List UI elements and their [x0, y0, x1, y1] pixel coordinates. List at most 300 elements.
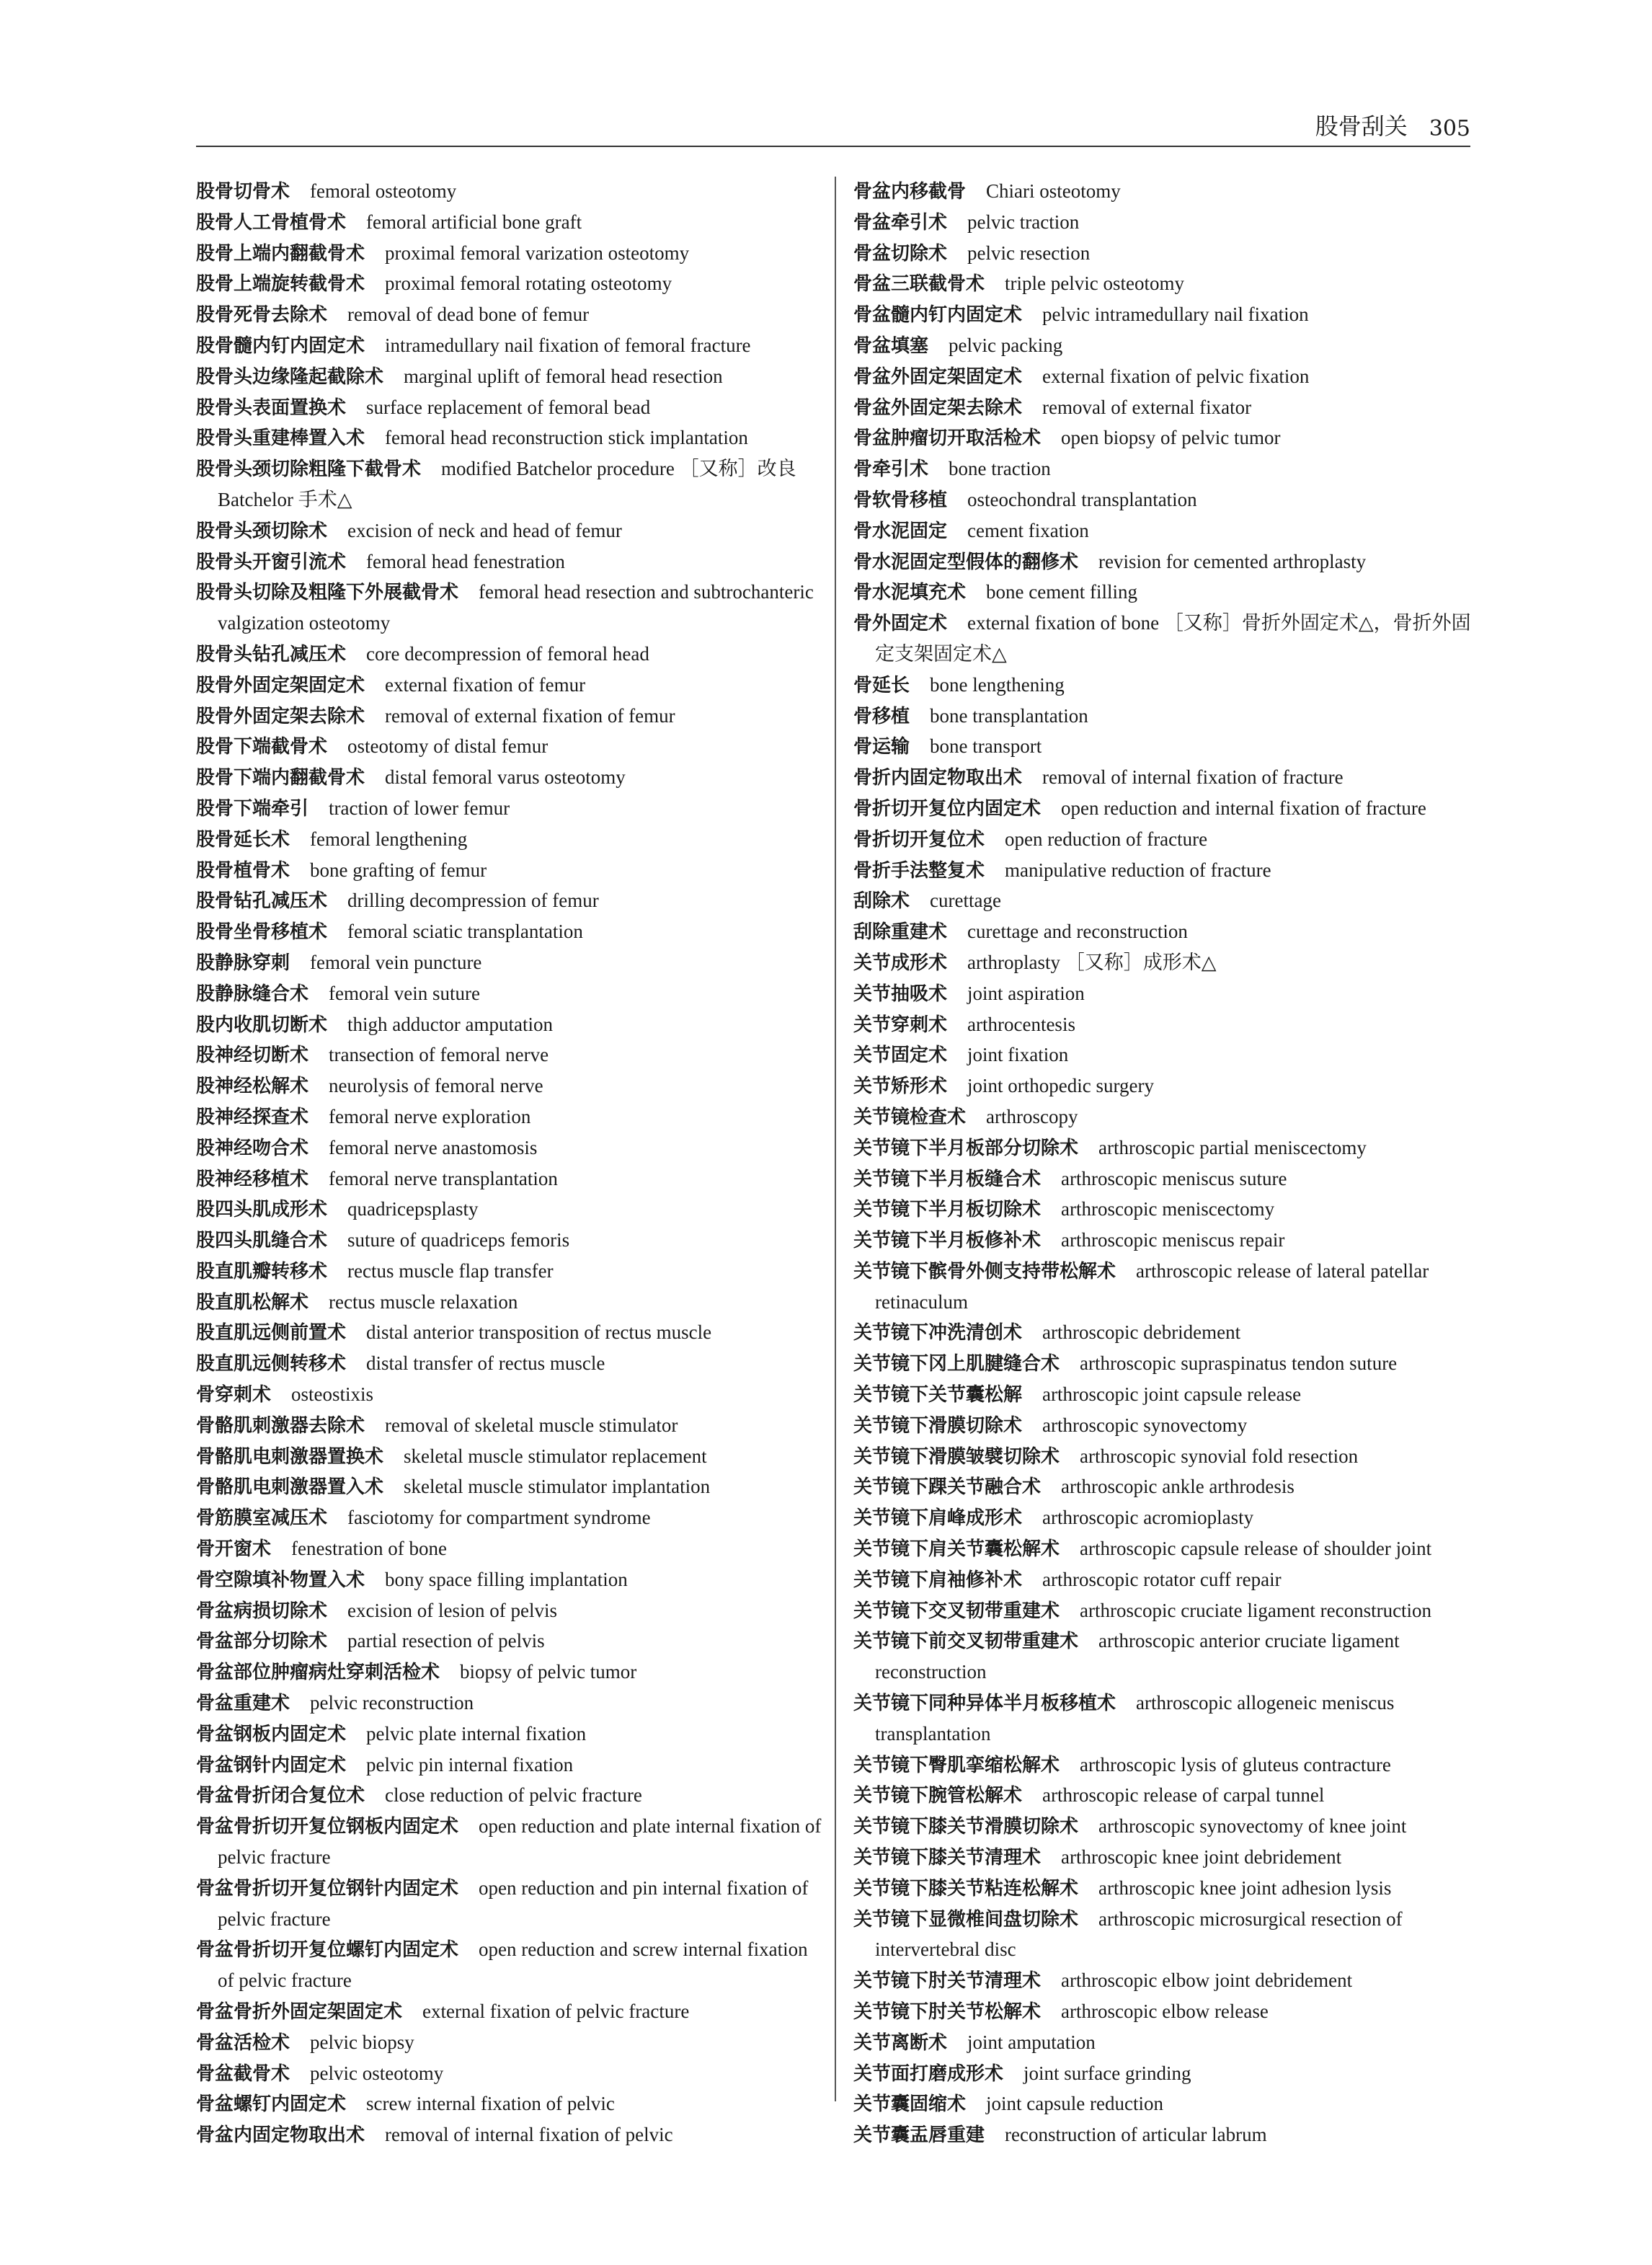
term-english: core decompression of femoral head — [366, 642, 649, 665]
term-english: external fixation of pelvic fixation — [1042, 365, 1310, 387]
term-chinese: 关节镜下半月板缝合术 — [853, 1168, 1042, 1190]
term-chinese: 股骨头颈切除粗隆下截骨术 — [196, 458, 422, 481]
term-english: bone traction — [949, 458, 1051, 480]
term-entry — [196, 1225, 823, 1256]
term-entry — [853, 1503, 1480, 1534]
term-english: marginal uplift of femoral head resection — [404, 365, 723, 387]
term-english: femoral nerve anastomosis — [329, 1136, 538, 1158]
term-entry — [853, 1565, 1480, 1596]
term-english: arthroscopic release of carpal tunnel — [1042, 1784, 1325, 1807]
running-header — [196, 101, 1470, 147]
term-chinese: 关节离断术 — [853, 2031, 948, 2054]
term-chinese: 股神经切断术 — [196, 1045, 309, 1067]
term-chinese: 关节镜下关节囊松解 — [853, 1384, 1023, 1406]
term-chinese: 骨骼肌电刺激器置入术 — [196, 1476, 384, 1499]
term-entry — [853, 1010, 1480, 1041]
term-chinese: 股骨头切除及粗隆下外展截骨术 — [196, 582, 459, 604]
term-entry — [196, 208, 823, 239]
term-english: pelvic traction — [967, 210, 1080, 233]
term-chinese: 骨运输 — [853, 736, 910, 758]
term-entry — [196, 1194, 823, 1225]
term-english: external fixation of femur — [385, 673, 586, 696]
term-english: pelvic osteotomy — [310, 2062, 444, 2084]
term-entry — [196, 701, 823, 732]
term-english: close reduction of pelvic fracture — [385, 1784, 642, 1807]
term-chinese: 关节镜下显微椎间盘切除术 — [853, 1908, 1079, 1931]
term-chinese: 关节矫形术 — [853, 1076, 948, 1098]
term-entry — [853, 269, 1480, 300]
term-entry — [196, 1442, 823, 1473]
term-entry — [196, 362, 823, 393]
term-english: intramedullary nail fixation of femoral fracture — [385, 334, 751, 356]
term-english: femoral vein suture — [329, 982, 480, 1004]
term-english: pelvic plate internal fixation — [366, 1722, 587, 1745]
term-entry — [853, 1843, 1480, 1874]
term-english: femoral artificial bone graft — [366, 210, 582, 233]
term-entry — [196, 1626, 823, 1657]
term-chinese: 股骨头钻孔减压术 — [196, 643, 347, 665]
term-english: quadricepsplasty — [347, 1198, 479, 1220]
term-chinese: 股骨头开窗引流术 — [196, 551, 347, 573]
term-chinese: 股四头肌成形术 — [196, 1199, 328, 1221]
term-chinese: 股骨头颈切除术 — [196, 520, 328, 542]
term-entry — [853, 1874, 1480, 1905]
term-chinese: 骨空隙填补物置入术 — [196, 1569, 365, 1591]
term-entry — [196, 1287, 823, 1318]
term-entry — [853, 208, 1480, 239]
term-chinese: 骨盆外固定架去除术 — [853, 396, 1023, 419]
term-chinese: 关节镜下冈上肌腱缝合术 — [853, 1353, 1060, 1375]
term-chinese: 股神经松解术 — [196, 1076, 309, 1098]
term-chinese: 骨盆内固定物取出术 — [196, 2124, 365, 2147]
term-entry — [196, 886, 823, 917]
term-english: arthroscopic ankle arthrodesis — [1061, 1476, 1294, 1498]
term-english: proximal femoral rotating osteotomy — [385, 272, 672, 295]
term-entry — [196, 1935, 823, 1997]
term-english: biopsy of pelvic tumor — [460, 1661, 637, 1683]
term-chinese: 骨盆骨折切开复位钢板内固定术 — [196, 1816, 459, 1838]
term-chinese: 骨折切开复位内固定术 — [853, 797, 1042, 820]
term-english: suture of quadriceps femoris — [347, 1229, 570, 1251]
term-entry — [853, 825, 1480, 856]
term-english: arthroplasty ［又称］成形术△ — [967, 951, 1217, 973]
term-english: femoral osteotomy — [310, 180, 457, 202]
term-entry — [196, 1349, 823, 1380]
term-chinese: 股骨延长术 — [196, 828, 290, 851]
term-entry — [853, 670, 1480, 701]
term-entry — [853, 1411, 1480, 1442]
term-english: open biopsy of pelvic tumor — [1061, 427, 1281, 449]
term-entry — [196, 732, 823, 763]
term-english: arthroscopic meniscus suture — [1061, 1167, 1287, 1189]
term-chinese: 关节镜下膝关节粘连松解术 — [853, 1877, 1079, 1900]
term-chinese: 骨水泥填充术 — [853, 582, 967, 604]
term-english: excision of neck and head of femur — [347, 519, 622, 541]
term-entry — [853, 1225, 1480, 1256]
term-chinese: 股直肌瓣转移术 — [196, 1260, 328, 1282]
term-chinese: 刮除术 — [853, 890, 910, 913]
term-entry — [853, 516, 1480, 547]
term-entry — [196, 239, 823, 270]
term-entry — [196, 1164, 823, 1195]
term-english: distal anterior transposition of rectus muscle — [366, 1321, 712, 1344]
term-entry — [196, 1040, 823, 1071]
term-english: removal of internal fixation of fracture — [1042, 766, 1344, 789]
term-english: femoral nerve exploration — [329, 1105, 531, 1127]
term-english: femoral head resection and subtrochanteric valgization osteotomy — [218, 581, 814, 634]
term-entry — [853, 1194, 1480, 1225]
term-chinese: 骨盆截骨术 — [196, 2062, 290, 2085]
term-chinese: 关节镜下髌骨外侧支持带松解术 — [853, 1260, 1116, 1282]
term-chinese: 股骨头重建棒置入术 — [196, 427, 365, 450]
term-chinese: 关节镜下滑膜皱襞切除术 — [853, 1445, 1060, 1468]
term-entry — [196, 1472, 823, 1503]
term-chinese: 股静脉穿刺 — [196, 952, 290, 974]
term-entry — [853, 454, 1480, 485]
term-entry — [196, 393, 823, 424]
term-entry — [853, 485, 1480, 516]
term-entry — [853, 1442, 1480, 1473]
term-entry — [196, 1596, 823, 1627]
term-chinese: 股神经探查术 — [196, 1106, 309, 1128]
term-entry — [853, 1349, 1480, 1380]
term-chinese: 关节成形术 — [853, 952, 948, 974]
term-chinese: 关节镜下冲洗清创术 — [853, 1322, 1023, 1344]
term-entry — [853, 608, 1480, 670]
term-entry — [853, 177, 1480, 208]
term-english: pelvic packing — [949, 334, 1063, 356]
term-english: arthroscopic acromioplasty — [1042, 1507, 1254, 1529]
term-chinese: 关节囊固缩术 — [853, 2093, 967, 2116]
term-chinese: 骨盆内移截骨 — [853, 181, 967, 203]
term-entry — [196, 1657, 823, 1688]
term-chinese: 股内收肌切断术 — [196, 1014, 328, 1036]
term-english: surface replacement of femoral bead — [366, 396, 651, 418]
term-chinese: 关节镜下交叉韧带重建术 — [853, 1600, 1060, 1622]
term-entry — [196, 917, 823, 948]
term-english: joint fixation — [967, 1044, 1069, 1066]
term-entry — [196, 763, 823, 794]
term-english: arthroscopic meniscus repair — [1061, 1229, 1285, 1251]
term-english: joint surface grinding — [1023, 2062, 1191, 2084]
term-english: arthrocentesis — [967, 1013, 1075, 1035]
term-english: distal femoral varus osteotomy — [385, 766, 626, 789]
term-english: pelvic reconstruction — [310, 1692, 474, 1714]
term-entry — [853, 1380, 1480, 1411]
term-entry — [853, 1133, 1480, 1164]
term-entry — [196, 1534, 823, 1565]
term-entry — [196, 577, 823, 639]
term-entry — [196, 300, 823, 331]
term-entry — [196, 1380, 823, 1411]
term-entry — [196, 454, 823, 516]
term-chinese: 股骨髓内钉内固定术 — [196, 334, 365, 357]
term-chinese: 股骨上端内翻截骨术 — [196, 242, 365, 265]
term-english: skeletal muscle stimulator implantation — [404, 1476, 711, 1498]
term-english: arthroscopic elbow joint debridement — [1061, 1969, 1353, 1992]
term-chinese: 关节镜下半月板部分切除术 — [853, 1137, 1079, 1159]
term-english: open reduction of fracture — [1005, 828, 1208, 850]
term-english: femoral vein puncture — [310, 951, 482, 973]
term-chinese: 骨盆外固定架固定术 — [853, 365, 1023, 388]
term-english: osteostixis — [291, 1383, 374, 1406]
term-entry — [196, 1750, 823, 1781]
term-chinese: 股骨下端牵引 — [196, 797, 309, 820]
term-chinese: 骨折手法整复术 — [853, 859, 985, 882]
term-chinese: 骨折切开复位术 — [853, 828, 985, 851]
term-english: bone transplantation — [930, 704, 1088, 727]
term-chinese: 关节镜下臀肌挛缩松解术 — [853, 1754, 1060, 1776]
term-entry — [196, 1781, 823, 1812]
term-english: arthroscopy — [986, 1105, 1078, 1127]
term-chinese: 股骨上端旋转截骨术 — [196, 273, 365, 296]
term-english: rectus muscle relaxation — [329, 1290, 518, 1313]
term-chinese: 骨盆骨折闭合复位术 — [196, 1785, 365, 1807]
term-english: drilling decompression of femur — [347, 890, 599, 912]
term-chinese: 骨盆重建术 — [196, 1693, 290, 1715]
term-chinese: 骨盆螺钉内固定术 — [196, 2093, 347, 2116]
term-entry — [196, 423, 823, 454]
term-chinese: 股骨坐骨移植术 — [196, 921, 328, 944]
term-english: arthroscopic partial meniscectomy — [1098, 1136, 1367, 1158]
term-entry — [853, 239, 1480, 270]
term-english: arthroscopic anterior cruciate ligament reconstruction — [875, 1630, 1400, 1683]
term-english: open reduction and screw internal fixation of pelvic fracture — [218, 1938, 808, 1992]
term-entry — [853, 1318, 1480, 1349]
term-entry — [853, 732, 1480, 763]
term-chinese: 刮除重建术 — [853, 921, 948, 944]
term-english: Chiari osteotomy — [986, 180, 1121, 202]
term-english: pelvic intramedullary nail fixation — [1042, 303, 1309, 326]
term-chinese: 骨水泥固定 — [853, 520, 948, 542]
term-entry — [196, 1812, 823, 1874]
term-english: arthroscopic microsurgical resection of intervertebral disc — [875, 1907, 1403, 1961]
term-chinese: 股骨死骨去除术 — [196, 304, 328, 327]
term-chinese: 关节镜下踝关节融合术 — [853, 1476, 1042, 1499]
term-english: open reduction and pin internal fixation of pelvic fracture — [218, 1876, 809, 1930]
term-english: fenestration of bone — [291, 1538, 447, 1560]
term-chinese: 骨开窗术 — [196, 1538, 272, 1561]
term-entry — [196, 177, 823, 208]
term-entry — [196, 1411, 823, 1442]
term-chinese: 股骨下端内翻截骨术 — [196, 767, 365, 789]
term-entry — [853, 2120, 1480, 2151]
term-entry — [853, 701, 1480, 732]
term-chinese: 股静脉缝合术 — [196, 983, 309, 1005]
term-chinese: 关节镜下前交叉韧带重建术 — [853, 1631, 1079, 1653]
term-english: external fixation of pelvic fracture — [422, 2000, 690, 2023]
term-entry — [853, 1596, 1480, 1627]
term-chinese: 关节镜下滑膜切除术 — [853, 1414, 1023, 1437]
term-english: arthroscopic knee joint adhesion lysis — [1098, 1876, 1392, 1899]
term-entry — [853, 979, 1480, 1010]
term-english: bone transport — [930, 735, 1042, 758]
term-english: osteochondral transplantation — [967, 488, 1197, 510]
term-english: femoral nerve transplantation — [329, 1167, 558, 1189]
term-entry — [196, 2059, 823, 2090]
term-english: external fixation of bone ［又称］骨折外固定术△，骨折外固定支架固定术△ — [875, 612, 1471, 665]
term-chinese: 骨盆病损切除术 — [196, 1600, 328, 1622]
term-english: triple pelvic osteotomy — [1005, 272, 1184, 295]
term-english: pelvic resection — [967, 241, 1091, 264]
term-entry — [853, 1472, 1480, 1503]
term-english: arthroscopic synovectomy — [1042, 1414, 1248, 1436]
term-english: arthroscopic joint capsule release — [1042, 1383, 1302, 1406]
term-chinese: 关节镜下肩关节囊松解术 — [853, 1538, 1060, 1561]
term-chinese: 骨盆活检术 — [196, 2031, 290, 2054]
term-entry — [196, 1102, 823, 1133]
term-chinese: 骨盆肿瘤切开取活检术 — [853, 427, 1042, 450]
term-chinese: 关节镜下腕管松解术 — [853, 1785, 1023, 1807]
term-entry — [853, 886, 1480, 917]
term-entry — [196, 269, 823, 300]
term-english: removal of dead bone of femur — [347, 303, 590, 326]
term-english: distal transfer of rectus muscle — [366, 1352, 605, 1375]
term-entry — [196, 794, 823, 825]
term-entry — [853, 1256, 1480, 1318]
term-entry — [853, 300, 1480, 331]
term-entry — [196, 2120, 823, 2151]
term-english: fasciotomy for compartment syndrome — [347, 1507, 651, 1529]
term-english: arthroscopic synovial fold resection — [1080, 1445, 1359, 1467]
term-english: cement fixation — [967, 519, 1089, 541]
term-entry — [196, 1071, 823, 1102]
term-chinese: 股直肌松解术 — [196, 1291, 309, 1313]
term-english: arthroscopic knee joint debridement — [1061, 1846, 1342, 1869]
term-chinese: 骨水泥固定型假体的翻修术 — [853, 551, 1079, 573]
term-chinese: 骨盆髓内钉内固定术 — [853, 304, 1023, 327]
term-english: removal of external fixator — [1042, 396, 1252, 418]
term-chinese: 关节镜下半月板切除术 — [853, 1199, 1042, 1221]
term-english: pelvic biopsy — [310, 2031, 414, 2053]
term-entry — [196, 639, 823, 670]
term-entry — [196, 979, 823, 1010]
term-english: joint aspiration — [967, 982, 1085, 1004]
term-chinese: 关节镜下膝关节清理术 — [853, 1847, 1042, 1869]
term-chinese: 关节镜下同种异体半月板移植术 — [853, 1693, 1116, 1715]
term-chinese: 骨盆钢针内固定术 — [196, 1754, 347, 1776]
term-english: removal of skeletal muscle stimulator — [385, 1414, 678, 1436]
term-english: arthroscopic supraspinatus tendon suture — [1080, 1352, 1398, 1375]
term-english: femoral head fenestration — [366, 550, 565, 572]
term-english: joint capsule reduction — [986, 2093, 1163, 2115]
term-english: arthroscopic allogeneic meniscus transplantation — [875, 1692, 1395, 1745]
term-english: arthroscopic cruciate ligament reconstruction — [1080, 1599, 1432, 1621]
term-chinese: 关节镜下肩袖修补术 — [853, 1569, 1023, 1591]
term-english: bone lengthening — [930, 673, 1065, 696]
term-entry — [853, 547, 1480, 578]
term-entry — [196, 1318, 823, 1349]
term-chinese: 股骨外固定架固定术 — [196, 674, 365, 696]
term-chinese: 骨穿刺术 — [196, 1384, 272, 1406]
term-entry — [853, 948, 1480, 979]
term-english: pelvic pin internal fixation — [366, 1753, 574, 1776]
term-entry — [853, 1750, 1480, 1781]
term-entry — [853, 1997, 1480, 2028]
term-english: arthroscopic lysis of gluteus contracture — [1080, 1753, 1391, 1776]
term-entry — [196, 1565, 823, 1596]
term-entry — [196, 1719, 823, 1750]
term-english: manipulative reduction of fracture — [1005, 859, 1271, 881]
term-chinese: 股骨外固定架去除术 — [196, 705, 365, 727]
term-entry — [853, 856, 1480, 887]
term-english: traction of lower femur — [329, 797, 510, 819]
term-english: arthroscopic synovectomy of knee joint — [1098, 1815, 1407, 1838]
term-english: skeletal muscle stimulator replacement — [404, 1445, 707, 1467]
term-chinese: 骨盆部位肿瘤病灶穿刺活检术 — [196, 1662, 440, 1684]
term-chinese: 骨筋膜室减压术 — [196, 1507, 328, 1530]
page-number: 305 — [1429, 116, 1470, 141]
term-entry — [196, 1503, 823, 1534]
term-entry — [196, 1688, 823, 1719]
term-chinese: 股神经移植术 — [196, 1168, 309, 1190]
right-column — [853, 177, 1480, 2151]
term-chinese: 关节抽吸术 — [853, 983, 948, 1005]
term-entry — [853, 1905, 1480, 1967]
term-chinese: 骨折内固定物取出术 — [853, 767, 1023, 789]
term-english: femoral head reconstruction stick implantation — [385, 427, 748, 449]
term-entry — [853, 1164, 1480, 1195]
term-english: arthroscopic elbow release — [1061, 2000, 1269, 2023]
term-chinese: 骨盆骨折外固定架固定术 — [196, 2001, 403, 2024]
term-chinese: 股神经吻合术 — [196, 1137, 309, 1159]
term-english: joint amputation — [967, 2031, 1096, 2053]
term-chinese: 骨延长 — [853, 674, 910, 696]
term-chinese: 关节镜下肩峰成形术 — [853, 1507, 1023, 1530]
term-chinese: 关节固定术 — [853, 1045, 948, 1067]
term-english: transection of femoral nerve — [329, 1044, 549, 1066]
term-english: osteotomy of distal femur — [347, 735, 549, 758]
term-chinese: 股骨植骨术 — [196, 859, 290, 882]
term-entry — [196, 948, 823, 979]
term-entry — [853, 2028, 1480, 2059]
term-english: screw internal fixation of pelvic — [366, 2093, 615, 2115]
term-chinese: 关节镜下膝关节滑膜切除术 — [853, 1816, 1079, 1838]
term-chinese: 关节镜下肘关节清理术 — [853, 1970, 1042, 1993]
term-english: thigh adductor amputation — [347, 1013, 553, 1035]
term-entry — [853, 1812, 1480, 1843]
term-entry — [196, 1010, 823, 1041]
term-english: arthroscopic capsule release of shoulder joint — [1080, 1538, 1432, 1560]
term-chinese: 骨盆三联截骨术 — [853, 273, 985, 296]
term-entry — [853, 794, 1480, 825]
term-english: arthroscopic release of lateral patellar retinaculum — [875, 1259, 1429, 1313]
term-english: partial resection of pelvis — [347, 1630, 545, 1652]
term-entry — [853, 763, 1480, 794]
term-entry — [196, 2028, 823, 2059]
term-entry — [853, 362, 1480, 393]
term-chinese: 关节镜下肘关节松解术 — [853, 2001, 1042, 2024]
term-english: bony space filling implantation — [385, 1568, 628, 1590]
term-english: arthroscopic rotator cuff repair — [1042, 1568, 1282, 1590]
column-divider — [835, 177, 836, 2101]
term-entry — [853, 577, 1480, 608]
term-english: neurolysis of femoral nerve — [329, 1075, 543, 1097]
running-title: 股骨刮关 — [1315, 112, 1408, 140]
left-column — [196, 177, 823, 2151]
term-chinese: 股四头肌缝合术 — [196, 1230, 328, 1252]
term-english: arthroscopic meniscectomy — [1061, 1198, 1275, 1220]
term-english: revision for cemented arthroplasty — [1098, 550, 1367, 572]
term-english: arthroscopic debridement — [1042, 1321, 1241, 1344]
term-chinese: 股骨切骨术 — [196, 181, 290, 203]
term-entry — [196, 547, 823, 578]
term-entry — [853, 423, 1480, 454]
term-chinese: 股骨头表面置换术 — [196, 396, 347, 419]
term-english: bone grafting of femur — [310, 859, 487, 881]
term-chinese: 关节镜下半月板修补术 — [853, 1230, 1042, 1252]
term-entry — [853, 1781, 1480, 1812]
